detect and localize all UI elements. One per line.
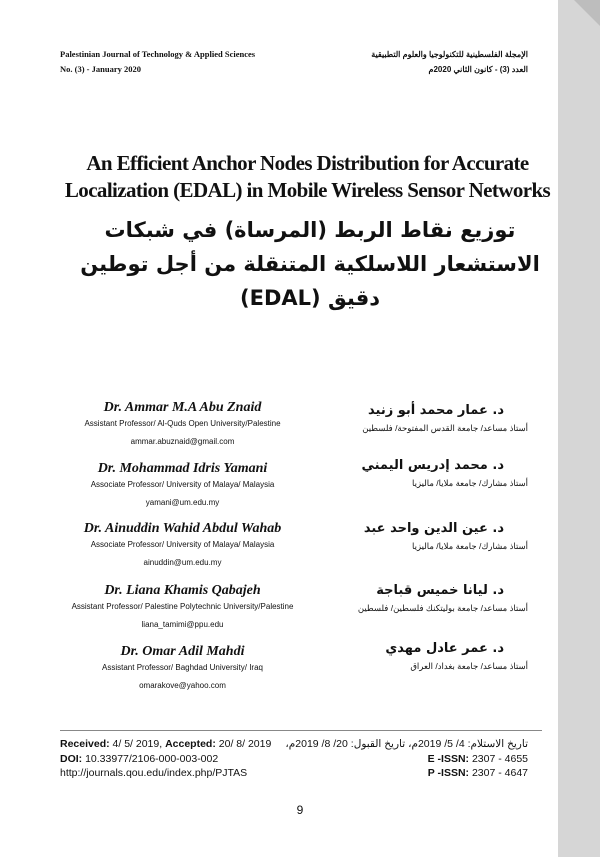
author-name-ar: د. محمد إدريس اليمني (361, 458, 504, 473)
author-affiliation-ar: أستاذ مشارك/ جامعة ملايا/ ماليزيا (411, 478, 528, 488)
author-name-ar: د. عمار محمد أبو زنيد (368, 403, 504, 418)
pissn-line (285, 766, 528, 781)
author-affiliation-ar: أستاذ مساعد/ جامعة القدس المفتوحة/ فلسطين (362, 423, 528, 433)
author-affiliation-en: Associate Professor/ University of Malaya/ Malaysia (90, 480, 275, 489)
journal-url[interactable]: http://journals.qou.edu/index.php/PJTAS (60, 767, 248, 779)
eissn-line (285, 752, 528, 767)
author-name-en: Dr. Ainuddin Wahid Abdul Wahab (83, 521, 282, 536)
author-name-ar: د. عمر عادل مهدي (385, 641, 504, 656)
author-block-ar (288, 582, 528, 615)
pissn-label: P -ISSN: (427, 767, 470, 779)
received-label: Received: (60, 738, 110, 750)
accepted-value: 20/ 8/ 2019 (215, 738, 272, 750)
author-affiliation-en: Assistant Professor/ Palestine Polytechnic University/Palestine (71, 602, 294, 611)
author-name-ar: د. ليانا خميس قباجة (376, 583, 504, 598)
author-block-en (60, 643, 305, 692)
paper-title-ar: توزيع نقاط الربط (المرساة) في شبكات الاستشعار اللاسلكية المتنقلة من أجل توطين دقيق (EDAL) (80, 218, 540, 310)
author-block-ar (288, 457, 528, 490)
pissn-value: 2307 - 4647 (469, 767, 528, 779)
author-block-ar (288, 520, 528, 553)
author-name-en: Dr. Mohammad Idris Yamani (97, 461, 268, 476)
author-name-en: Dr. Ammar M.A Abu Znaid (103, 400, 262, 415)
journal-name-en: Palestinian Journal of Technology & Applied Sciences (60, 49, 256, 59)
journal-issue-ar: العدد (3) - كانون الثاني 2020م (428, 65, 528, 74)
author-block-en (60, 460, 305, 509)
doi-line (60, 752, 271, 767)
paper-title-en: An Efficient Anchor Nodes Distribution for Accurate Localization (EDAL) in Mobile Wireless Sensor Networks (64, 151, 551, 202)
footer-divider (60, 730, 542, 731)
doi-value[interactable]: 10.33977/2106-000-003-002 (82, 752, 219, 765)
received-value: 4/ 5/ 2019, (109, 738, 166, 750)
page-number: 9 (296, 803, 304, 817)
author-block-en (60, 399, 305, 448)
author-affiliation-en: Assistant Professor/ Al-Quds Open University/Palestine (84, 419, 281, 428)
doi-label: DOI: (60, 752, 83, 765)
author-block-en (60, 582, 305, 631)
author-block-ar (288, 640, 528, 673)
publication-meta-ar (285, 737, 528, 781)
eissn-value: 2307 - 4655 (469, 752, 528, 765)
author-email[interactable]: ainuddin@um.edu.my (143, 558, 222, 567)
author-email[interactable]: omarakove@yahoo.com (139, 681, 226, 690)
author-name-ar: د. عين الدين واحد عبد (363, 521, 504, 536)
page-corner-fold (574, 0, 600, 26)
author-affiliation-en: Assistant Professor/ Baghdad University/ Iraq (102, 663, 263, 672)
author-block-en (60, 520, 305, 569)
author-affiliation-en: Associate Professor/ University of Malaya/ Malaysia (90, 540, 275, 549)
author-name-en: Dr. Omar Adil Mahdi (120, 644, 245, 659)
journal-name-ar: الإمجلة الفلسطينية للتكنولوجيا والعلوم التطبيقية (371, 50, 528, 59)
author-name-en: Dr. Liana Khamis Qabajeh (104, 583, 261, 598)
journal-issue-en: No. (3) - January 2020 (60, 64, 141, 74)
eissn-label: E -ISSN: (427, 752, 470, 765)
dates-line-ar: تاريخ الاستلام: 4/ 5/ 2019م، تاريخ القبول: 20/ 8/ 2019م، (285, 738, 528, 750)
author-email[interactable]: liana_tamimi@ppu.edu (141, 620, 224, 629)
publication-meta-en (60, 737, 271, 781)
author-email[interactable]: yamani@um.edu.my (145, 498, 220, 507)
author-affiliation-ar: أستاذ مشارك/ جامعة ملايا/ ماليزيا (411, 541, 528, 551)
author-email[interactable]: ammar.abuznaid@gmail.com (130, 437, 235, 446)
author-affiliation-ar: أستاذ مساعد/ جامعة بوليتكنك فلسطين/ فلسطين (357, 603, 528, 613)
page-side-band (558, 0, 600, 857)
accepted-label: Accepted: (165, 738, 216, 750)
author-block-ar (288, 402, 528, 435)
author-affiliation-ar: أستاذ مساعد/ جامعة بغداد/ العراق (410, 661, 528, 671)
dates-line (60, 737, 271, 752)
